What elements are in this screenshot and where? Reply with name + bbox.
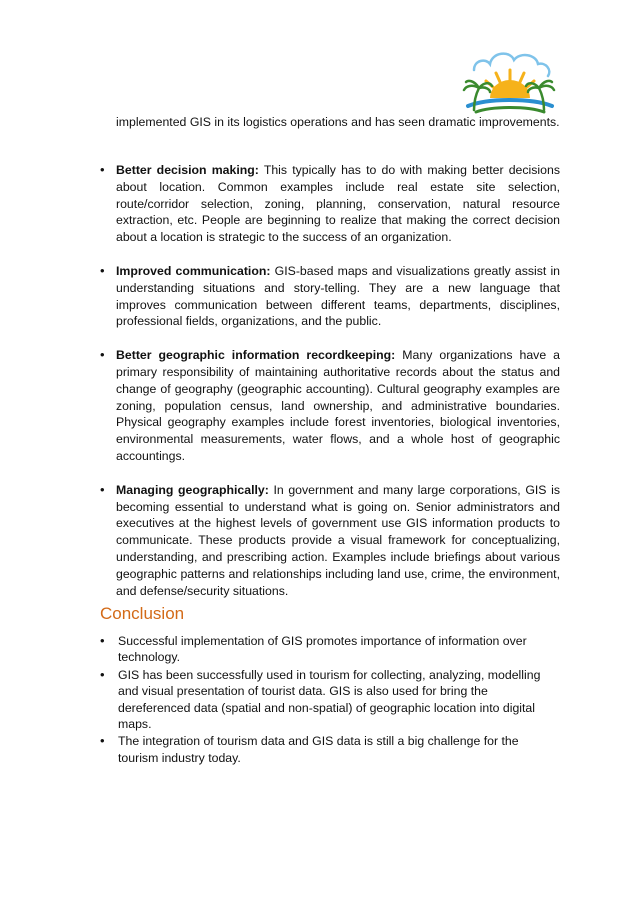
benefit-text: Many organizations have a primary responsibility of maintaining authoritative records about the status and change of geography (geographic accounting). Cultural geography examples are zoning, population census, land ownership, and administrative boundaries. Physical geography examples include forest inventories, biological inventories, environmental measurements, water flows, and a whole host of geographic accountings. (116, 348, 560, 463)
list-item: • Successful implementation of GIS promotes importance of information over technology. (100, 633, 560, 666)
benefit-title: Improved communication: (116, 263, 271, 278)
list-item: • The integration of tourism data and GIS data is still a big challenge for the tourism industry today. (100, 733, 560, 766)
list-item (100, 263, 560, 330)
benefit-text: In government and many large corporations, GIS is becoming essential to understand what is going on. Senior administrators and executives at the highest levels of government use GIS information products to communicate. These products provide a visual framework for conceptualizing, understanding, and prescribing action. Examples include briefings about various geographic patterns and relationships including land use, crime, the environment, and defense/security situations. (116, 482, 560, 598)
list-item (100, 482, 560, 600)
list-item (100, 347, 560, 465)
benefit-title: Better geographic information recordkeeping: (116, 348, 396, 363)
list-item: • GIS has been successfully used in tourism for collecting, analyzing, modelling and visual presentation of tourist data. GIS is also used for bring the dereferenced data (spatial and non-spatial) of geographic location into digital maps. (100, 667, 560, 733)
benefit-title: Managing geographically: (116, 482, 269, 497)
benefit-title: Better decision making: (116, 163, 259, 177)
conclusion-list (100, 633, 560, 767)
conclusion-heading: Conclusion (100, 604, 185, 623)
sun-palm-logo-icon (452, 40, 564, 120)
list-item (100, 162, 560, 246)
benefit-text: This typically has to do with making better decisions about location. Common examples include real estate site selection, route/corridor selection, zoning, planning, conservation, natural resource extraction, etc. People are beginning to realize that making the correct decision about a location is strategic to the success of an organization. (116, 163, 560, 245)
benefits-list (100, 162, 560, 616)
benefit-text: GIS-based maps and visualizations greatly assist in understanding situations and story-telling. They are a new language that improves communication between different teams, departments, disciplines, professional fields, organizations, and the public. (116, 263, 561, 329)
continuation-paragraph: implemented GIS in its logistics operations and has seen dramatic improvements. (116, 115, 560, 129)
